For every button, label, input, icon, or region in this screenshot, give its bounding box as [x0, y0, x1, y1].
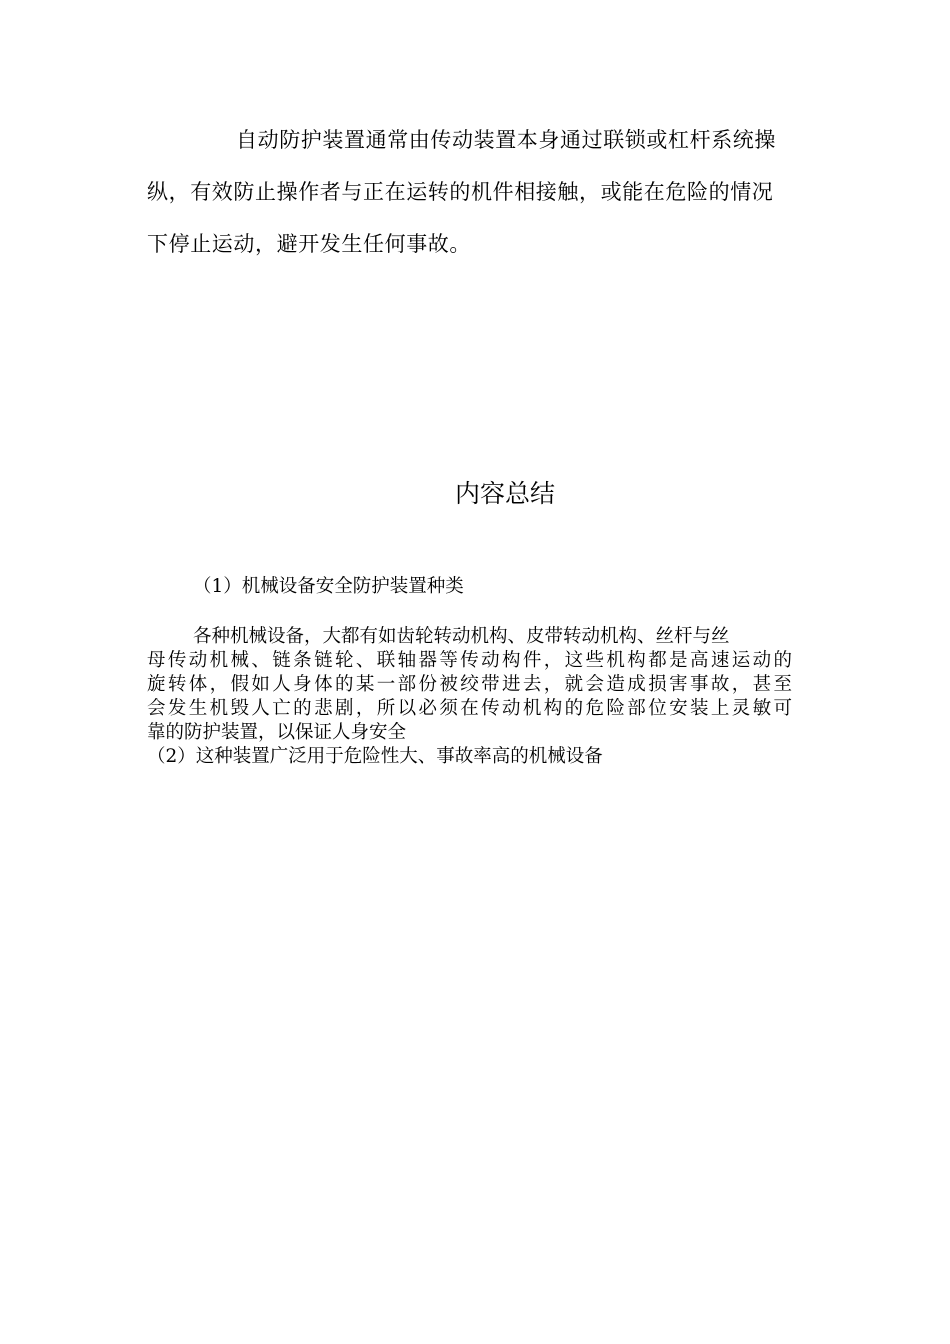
item2-text: （2）这种装置广泛用于危险性大、事故率高的机械设备 — [147, 746, 603, 767]
item1-heading: （1）机械设备安全防护装置种类 — [193, 576, 464, 597]
item1-body-line: 会发生机毁人亡的悲剧，所以必须在传动机构的危险部位安装上灵敏可 — [147, 698, 792, 719]
paragraph-line: 纵，有效防止操作者与正在运转的机件相接触，或能在危险的情况 — [147, 180, 774, 204]
summary-title: 内容总结 — [454, 479, 555, 508]
item1-body-line: 各种机械设备，大都有如齿轮转动机构、皮带转动机构、丝杆与丝 — [193, 626, 730, 647]
paragraph-line: 下停止运动，避开发生任何事故。 — [147, 232, 471, 256]
item1-body-line: 旋转体，假如人身体的某一部份被绞带进去，就会造成损害事故，甚至 — [147, 674, 792, 695]
item1-body-line: 靠的防护装置，以保证人身安全 — [147, 722, 407, 743]
item1-body-line: 母传动机械、链条链轮、联轴器等传动构件，这些机构都是高速运动的 — [147, 650, 792, 671]
paragraph-line: 自动防护装置通常由传动装置本身通过联锁或杠杆系统操 — [236, 128, 776, 152]
